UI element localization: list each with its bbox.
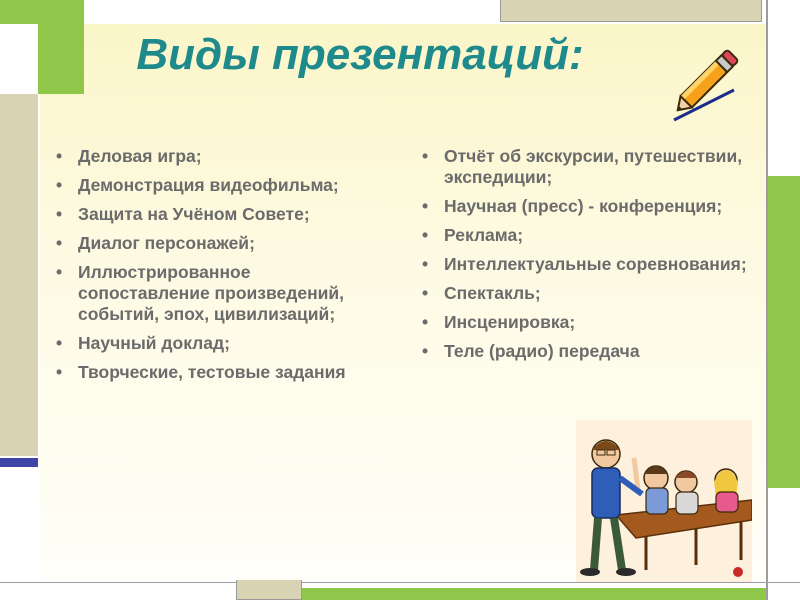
bullet: •	[56, 333, 63, 353]
list-item	[52, 333, 372, 354]
list-item-text: Инсценировка;	[444, 312, 576, 332]
bullet: •	[422, 341, 429, 361]
frame-line-bottom	[0, 582, 800, 583]
bullet: •	[422, 196, 429, 216]
green-accent-block-top	[0, 0, 84, 24]
slide-title: Виды презентаций:	[136, 30, 584, 79]
list-item-text: Теле (радио) передача	[444, 341, 640, 361]
list-item-text: Отчёт об экскурсии, путешествии, экспедиции;	[444, 146, 743, 187]
list-item-text: Демонстрация видеофильма;	[78, 175, 339, 195]
pencil-icon	[664, 40, 748, 124]
list-item	[52, 175, 372, 196]
bullet: •	[56, 146, 63, 166]
list-item	[52, 146, 372, 167]
list-item-text: Диалог персонажей;	[78, 233, 255, 253]
tan-accent-block-left	[0, 94, 38, 456]
list-item-text: Деловая игра;	[78, 146, 202, 166]
bullet: •	[422, 312, 429, 332]
right-bullet-list	[418, 146, 758, 370]
green-accent-block-right	[768, 176, 800, 488]
bullet: •	[56, 175, 63, 195]
left-bullet-list	[52, 146, 372, 391]
blue-accent-strip	[0, 458, 38, 467]
list-item-text: Защита на Учёном Совете;	[78, 204, 310, 224]
list-item-text: Иллюстрированное сопоставление произведений, событий, эпох, цивилизаций;	[78, 262, 345, 324]
green-accent-block-bottom	[272, 588, 766, 600]
list-item	[52, 204, 372, 225]
list-item-text: Научная (пресс) - конференция;	[444, 196, 723, 216]
list-item	[418, 146, 758, 188]
list-item	[418, 283, 758, 304]
list-item	[52, 362, 372, 383]
bullet: •	[56, 262, 63, 282]
list-item	[52, 233, 372, 254]
bullet: •	[422, 225, 429, 245]
list-item	[418, 196, 758, 217]
list-item	[52, 262, 372, 325]
frame-line-right	[766, 0, 768, 600]
bullet: •	[56, 362, 63, 382]
list-item	[418, 225, 758, 246]
tan-accent-block-top-right	[500, 0, 762, 22]
classroom-illustration	[576, 420, 752, 582]
list-item-text: Творческие, тестовые задания	[78, 362, 346, 382]
list-item-text: Научный доклад;	[78, 333, 230, 353]
bullet: •	[56, 204, 63, 224]
list-item-text: Интеллектуальные соревнования;	[444, 254, 747, 274]
bullet: •	[422, 254, 429, 274]
list-item	[418, 341, 758, 362]
bullet: •	[422, 283, 429, 303]
list-item	[418, 254, 758, 275]
list-item-text: Спектакль;	[444, 283, 541, 303]
list-item	[418, 312, 758, 333]
bullet: •	[56, 233, 63, 253]
list-item-text: Реклама;	[444, 225, 524, 245]
bullet: •	[422, 146, 429, 166]
